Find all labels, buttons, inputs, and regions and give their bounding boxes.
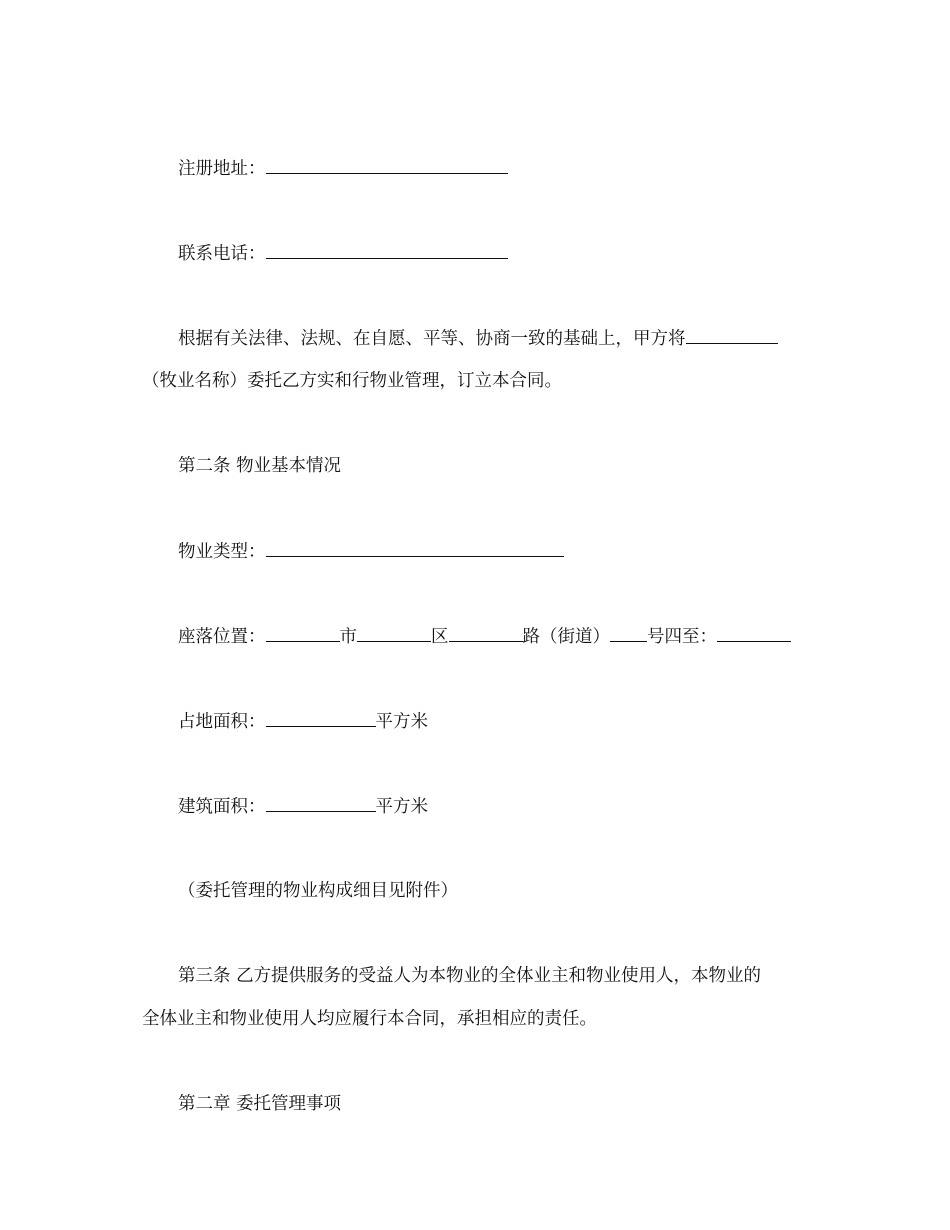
location-label: 座落位置： [178,627,266,647]
road-blank[interactable] [449,624,523,642]
property-type-label: 物业类型： [178,542,266,562]
chapter-2-title: 第二章 委托管理事项 [178,1094,342,1114]
intro-text-2: （牧业名称）委托乙方实和行物业管理，订立本合同。 [142,371,562,391]
property-type-line [178,539,564,564]
article-3-line-2: 全体业主和物业使用人均应履行本合同，承担相应的责任。 [142,1009,597,1029]
intro-text-1: 根据有关法律、法规、在自愿、平等、协商一致的基础上，甲方将 [178,329,686,349]
land-area-line [178,709,428,734]
building-area-unit: 平方米 [375,797,428,817]
attachment-note: （委托管理的物业构成细目见附件） [178,881,458,901]
district-blank[interactable] [357,624,431,642]
intro-line-1 [178,326,778,351]
land-area-unit: 平方米 [375,712,428,732]
boundary-blank[interactable] [717,624,791,642]
phone-line [178,241,508,266]
road-text: 路（街道） [522,627,610,647]
city-blank[interactable] [266,624,340,642]
location-line [178,624,791,649]
registered-address-line [178,156,508,181]
phone-blank[interactable] [266,241,508,259]
district-text: 区 [431,627,449,647]
article-3-line-1: 第三条 乙方提供服务的受益人为本物业的全体业主和物业使用人，本物业的 [178,966,762,986]
property-type-blank[interactable] [266,539,564,557]
city-text: 市 [339,627,357,647]
number-blank[interactable] [610,624,647,642]
building-area-label: 建筑面积： [178,797,266,817]
land-area-blank[interactable] [266,709,376,727]
number-text: 号四至： [647,627,717,647]
property-name-blank[interactable] [686,326,778,344]
registered-address-blank[interactable] [266,156,508,174]
registered-address-label: 注册地址： [178,159,266,179]
intro-line-2 [142,369,562,393]
building-area-blank[interactable] [266,794,376,812]
land-area-label: 占地面积： [178,712,266,732]
building-area-line [178,794,428,819]
phone-label: 联系电话： [178,244,266,264]
article-2-title: 第二条 物业基本情况 [178,456,342,476]
